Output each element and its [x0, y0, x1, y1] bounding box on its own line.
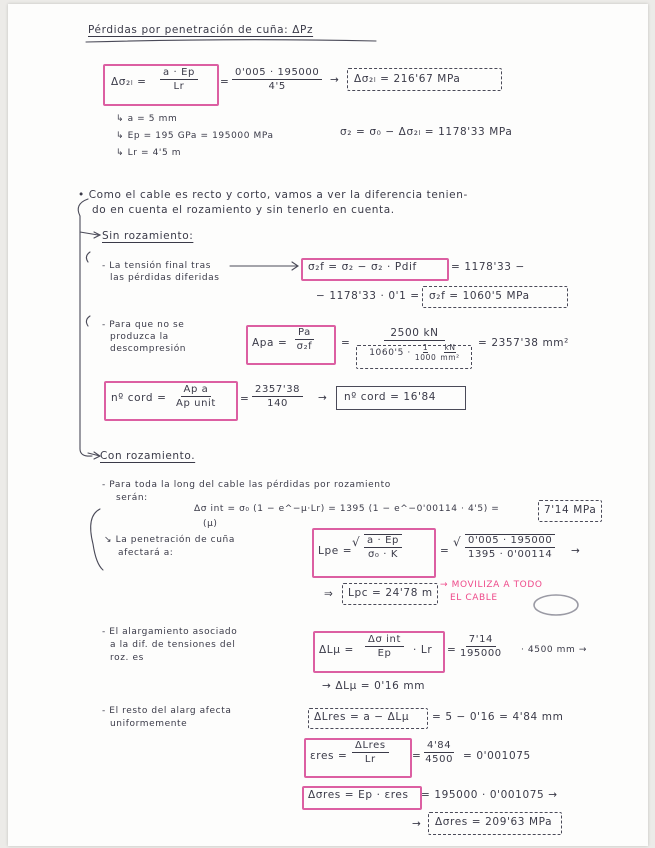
section-title: Pérdidas por penetración de cuña: ΔPz	[88, 24, 314, 36]
frac-num: Δσ int	[365, 634, 404, 647]
ncord-label: nº cord =	[111, 392, 167, 404]
text-line: uniformemente	[110, 719, 188, 729]
dl-result: → ΔLμ = 0'16 mm	[322, 680, 426, 692]
frac-num: 0'005 · 195000	[465, 535, 555, 548]
int-result: 7'14 MPa	[544, 504, 597, 516]
frac-num: ΔLres	[352, 740, 389, 753]
sqrt-icon: √	[352, 535, 361, 549]
dlres-formula: ΔLres = a − ΔLμ	[314, 711, 410, 723]
dl-mul: · Lr	[413, 644, 433, 656]
frac-num: Pa	[295, 327, 314, 340]
frac-num: a · Ep	[364, 535, 402, 548]
con-rozamiento-title: Con rozamiento.	[100, 450, 196, 462]
def-lr: ↳ Lr = 4'5 m	[116, 148, 182, 158]
frac-num: 7'14	[466, 634, 496, 647]
frac-num: Ap a	[181, 384, 212, 397]
moviliza-line-1: MOVILIZA A TODO	[451, 580, 543, 590]
def-lr-text: Lr = 4'5 m	[127, 148, 182, 158]
apa-den-a: 1060'5 ·	[369, 347, 411, 358]
dl-calc-mul: · 4500 mm →	[521, 645, 588, 655]
sin-rozamiento-title: Sin rozamiento:	[102, 230, 194, 242]
pen-strokes	[8, 4, 648, 846]
dl-label: ΔLμ =	[319, 644, 354, 656]
title-underline	[86, 40, 376, 42]
arrow-icon: →	[412, 818, 422, 830]
equals-sign: =	[240, 393, 250, 405]
frac-num: kN	[444, 343, 456, 352]
sigma2f-formula: σ₂f = σ₂ − σ₂ · Pdif	[308, 261, 417, 273]
sigma2f-calc-2: − 1178'33 · 0'1 =	[316, 290, 420, 302]
text-line: - El alargamiento asociado	[102, 627, 238, 637]
text-line: descompresión	[110, 344, 187, 354]
text-line: ↘ La penetración de cuña	[104, 535, 235, 545]
frac-num: 4'84	[424, 740, 454, 753]
def-a: ↳ a = 5 mm	[116, 114, 178, 124]
frac-den: 195000	[460, 648, 502, 659]
frac-num: 0'005 · 195000	[232, 67, 322, 80]
arrow-stroke	[230, 262, 298, 270]
equals-sign: =	[220, 76, 230, 88]
arrow-icon: →	[571, 545, 581, 557]
arrow-head	[88, 452, 100, 459]
text-line: - Para que no se	[102, 320, 185, 330]
dores-formula: Δσres = Ep · εres	[308, 789, 409, 801]
frac-den: 4'5	[268, 81, 286, 92]
final-result: Δσres = 209'63 MPa	[435, 816, 553, 828]
frac-den: Lr	[173, 81, 185, 92]
def-ep-text: Ep = 195 GPa = 195000 MPa	[127, 131, 274, 141]
frac-num: a · Ep	[160, 67, 198, 80]
text-line: serán:	[116, 493, 148, 503]
bracket-stroke	[78, 199, 88, 216]
arrow-icon: ⇒	[324, 588, 334, 600]
mu-label: (μ)	[203, 519, 218, 529]
lpe-label: Lpe =	[318, 545, 353, 557]
text-line: roz. es	[110, 653, 144, 663]
text-line: Δσ int = σ₀ (1 − e^−μ·Lr) = 1395 (1 − e^−0'00114 · 4'5) =	[194, 504, 500, 514]
equals-sign: =	[447, 644, 457, 656]
text-line: - Para toda la long del cable las pérdidas por rozamiento	[102, 480, 391, 490]
frac-den: 1395 · 0'00114	[468, 549, 553, 560]
frac-den: σ₂f	[296, 341, 313, 352]
intro-line-1: • Como el cable es recto y corto, vamos a ver la diferencia tenien-	[78, 189, 468, 201]
moviliza-line-2: EL CABLE	[450, 593, 498, 603]
wedge-loss-result: Δσ₂ₗ = 216'67 MPa	[354, 73, 461, 85]
frac-den: Lr	[364, 754, 376, 765]
bracket-stroke	[86, 316, 90, 326]
frac-num: 1	[422, 343, 429, 352]
bracket-stroke	[91, 509, 103, 570]
dores-calc: = 195000 · 0'001075 →	[421, 789, 558, 801]
frac-den: 1000	[414, 353, 437, 362]
text-line: - El resto del alarg afecta	[102, 706, 232, 716]
arrow-icon: →	[318, 392, 328, 404]
frac-den: mm²	[440, 353, 460, 362]
eres-result: = 0'001075	[463, 750, 531, 762]
sqrt-icon: √	[453, 535, 462, 549]
ncord-result: nº cord = 16'84	[344, 391, 437, 403]
frac-num: 2357'38	[252, 384, 303, 397]
lpe-result: Lpc = 24'78 m	[348, 587, 433, 599]
text-line: afectará a:	[118, 548, 174, 558]
moviliza-note: → MOVILIZA A TODO	[440, 580, 543, 590]
sigma2f-calc: = 1178'33 −	[451, 261, 525, 273]
text-line: las pérdidas diferidas	[110, 273, 220, 283]
apa-result: = 2357'38 mm²	[478, 337, 569, 349]
frac-den: 4500	[425, 754, 454, 765]
equals-sign: =	[440, 545, 450, 557]
equals-sign: =	[341, 337, 351, 349]
arrow-icon: →	[330, 74, 340, 86]
frac-den: 140	[267, 398, 288, 409]
delta-sigma-label: Δσ₂ₗ =	[111, 76, 147, 88]
text-line: La penetración de cuña	[115, 535, 235, 545]
def-ep: ↳ Ep = 195 GPa = 195000 MPa	[116, 131, 274, 141]
frac-den: Ap unit	[176, 398, 216, 409]
intro-line-2: do en cuenta el rozamiento y sin tenerlo en cuenta.	[92, 204, 395, 216]
frac-den: Ep	[377, 648, 392, 659]
eres-label: εres =	[310, 750, 348, 762]
apa-calc-num: 2500 kN	[384, 327, 444, 341]
sigma2f-result: σ₂f = 1060'5 MPa	[429, 290, 530, 302]
sigma2-equation: σ₂ = σ₀ − Δσ₂ₗ = 1178'33 MPa	[340, 126, 513, 138]
equals-sign: =	[412, 750, 422, 762]
text-line: a la dif. de tensiones del	[110, 640, 236, 650]
text-line: produzca la	[110, 332, 169, 342]
highlight-oval	[534, 595, 578, 615]
text-line: - La tensión final tras	[102, 261, 212, 271]
apa-label: Apa =	[252, 337, 288, 349]
dlres-result: = 5 − 0'16 = 4'84 mm	[432, 711, 564, 723]
bracket-stroke	[86, 252, 90, 262]
def-a-text: a = 5 mm	[127, 114, 178, 124]
frac-den: σ₀ · K	[367, 549, 398, 560]
notebook-page	[8, 4, 648, 846]
